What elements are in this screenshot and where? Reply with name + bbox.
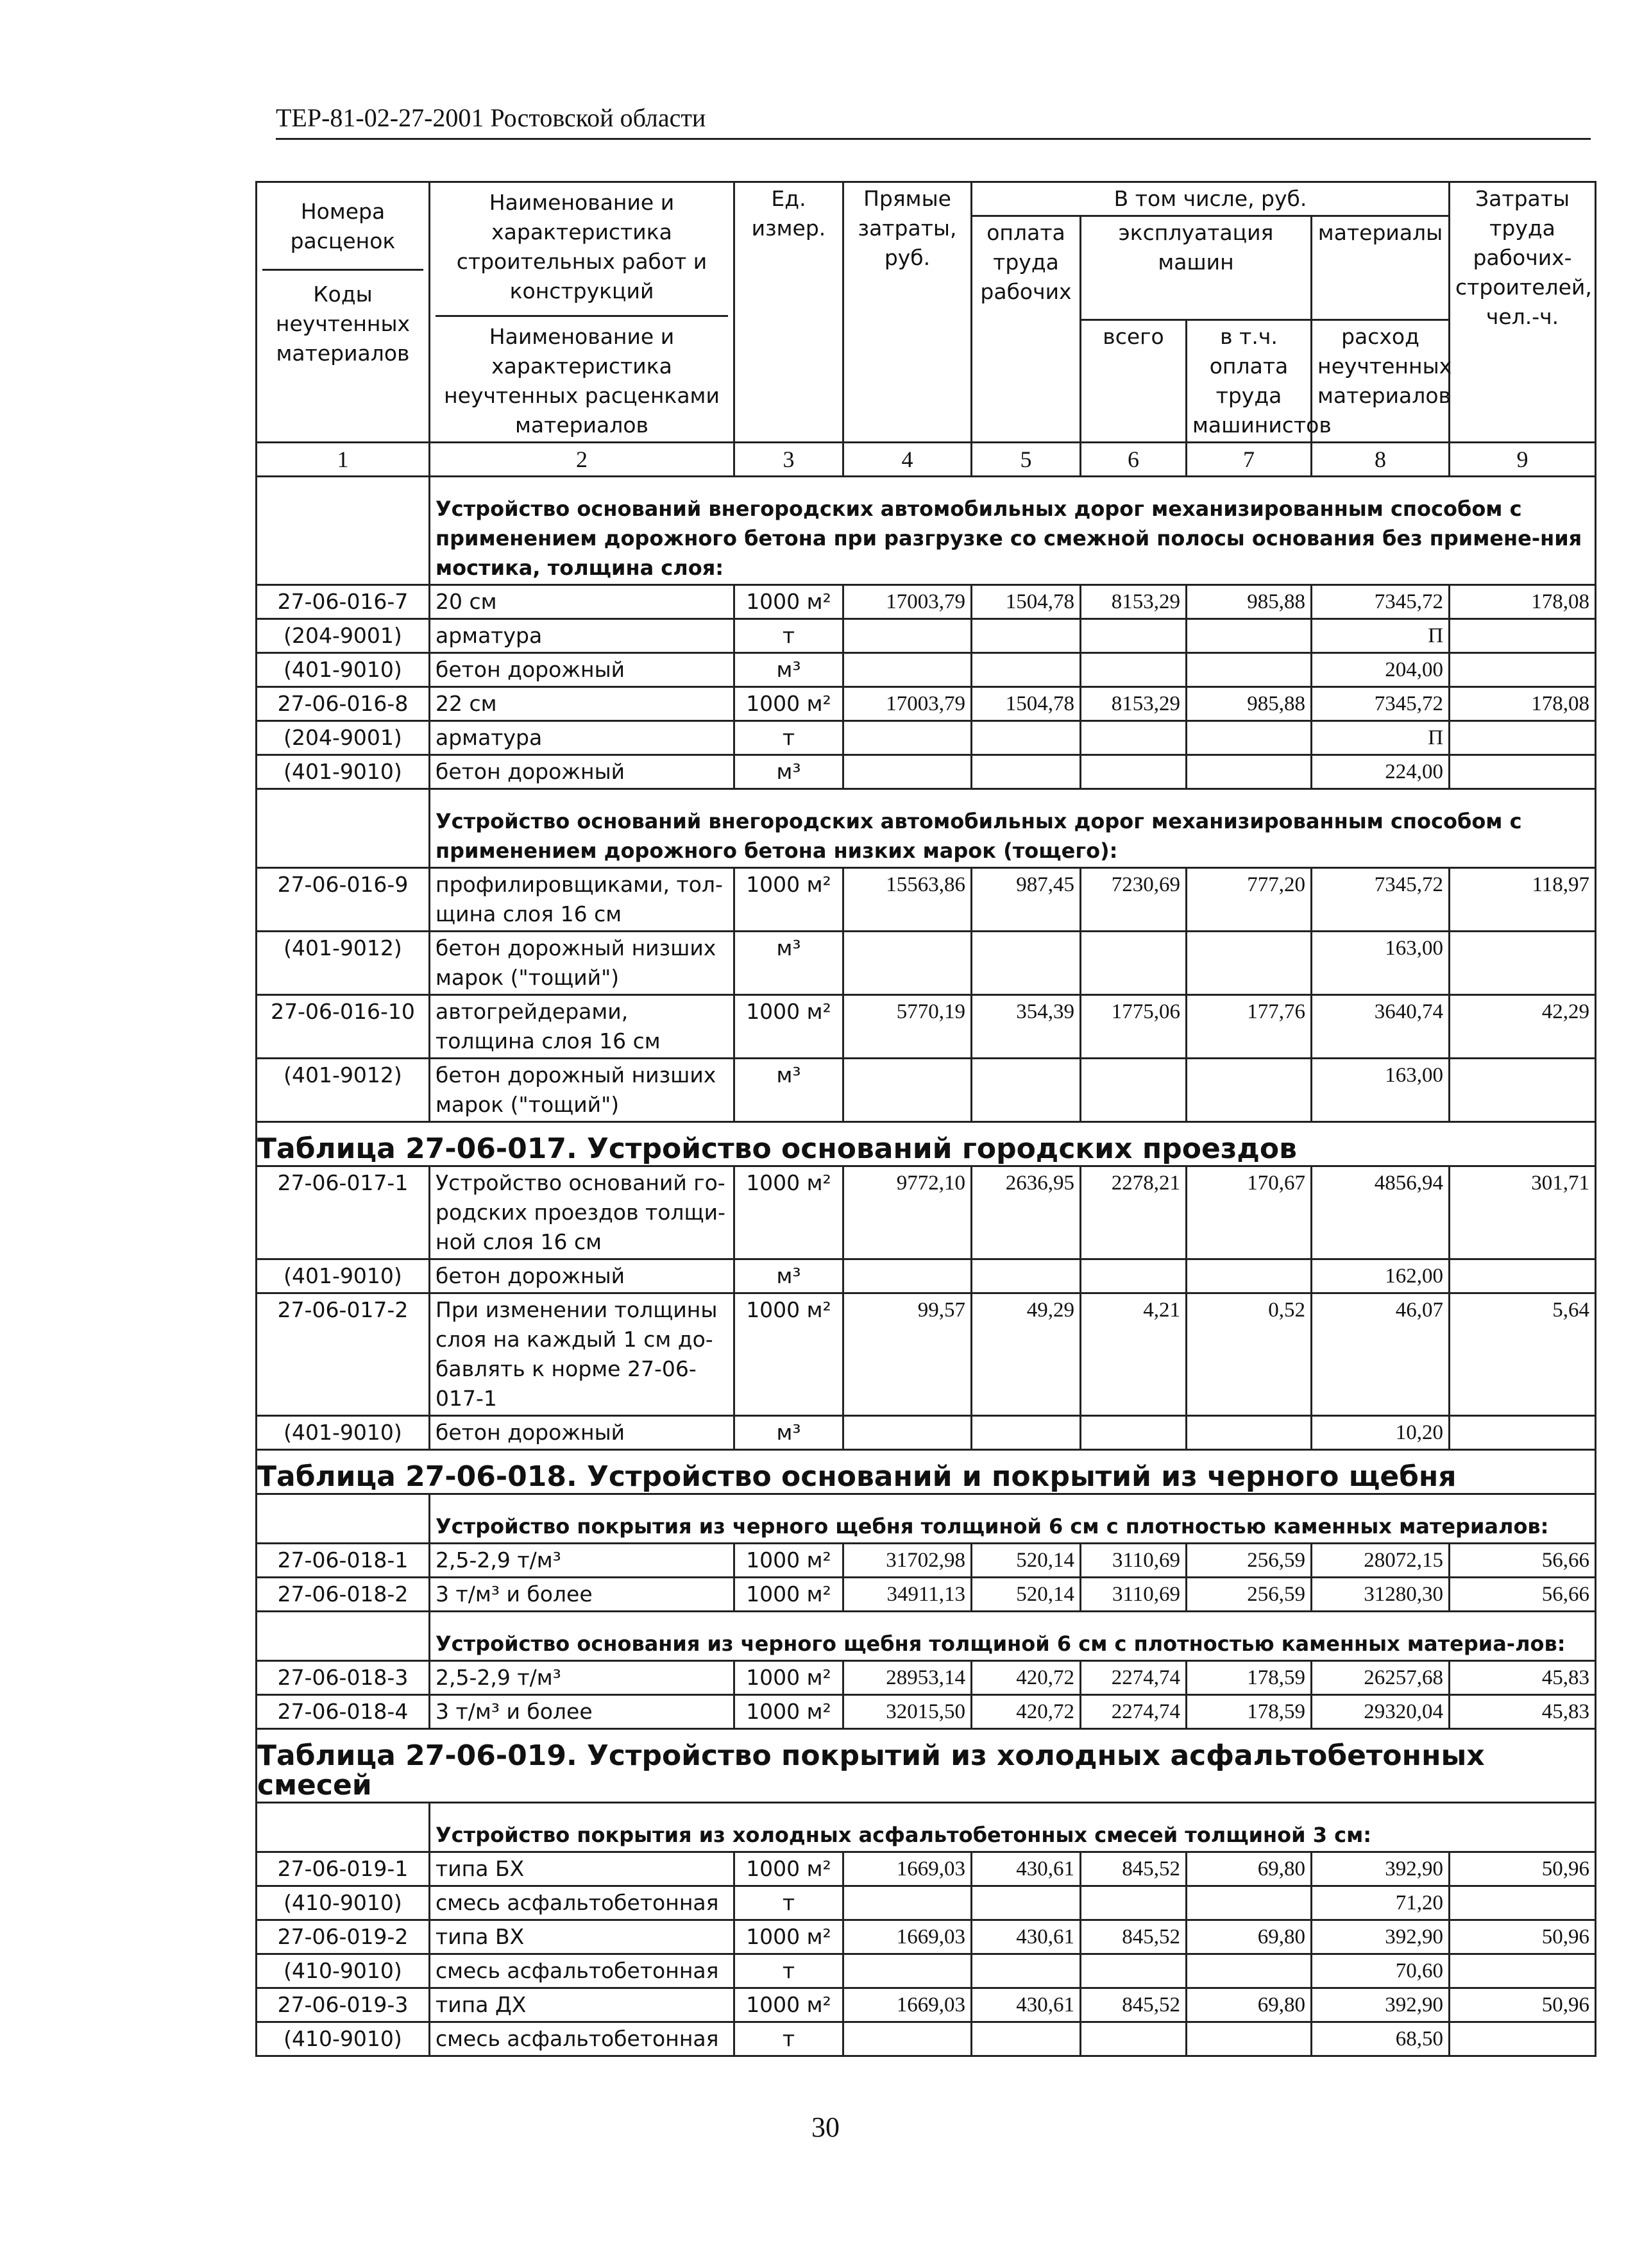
machines-cost: 2278,21: [1081, 1166, 1187, 1259]
group-gap-cell: [257, 477, 430, 585]
labor-hours: [1450, 1416, 1596, 1450]
direct-cost: 1669,03: [843, 1920, 972, 1954]
col-header-codes: [257, 182, 430, 443]
table-title: Таблица 27-06-019. Устройство покрытий из холодных асфальтобетонных смесей: [257, 1729, 1596, 1803]
labor-hours: 45,83: [1450, 1661, 1596, 1695]
rate-name: типа ДХ: [430, 1988, 734, 2022]
direct-cost: 34911,13: [843, 1578, 972, 1612]
direct-cost: [843, 932, 972, 995]
wages-cost: [972, 1416, 1081, 1450]
column-number: 2: [430, 443, 734, 477]
direct-cost: [843, 2022, 972, 2056]
rate-name: смесь асфальтобетонная: [430, 1954, 734, 1988]
machines-cost: [1081, 721, 1187, 755]
materials-cost: 392,90: [1312, 1988, 1450, 2022]
materials-cost: 7345,72: [1312, 868, 1450, 932]
machine-wages-cost: 777,20: [1187, 868, 1312, 932]
machine-wages-cost: 256,59: [1187, 1578, 1312, 1612]
document-title: ТЕР-81-02-27-2001 Ростовской области: [276, 103, 706, 132]
wages-cost: 430,61: [972, 1920, 1081, 1954]
rate-unit: м³: [734, 1416, 843, 1450]
machine-wages-cost: 69,80: [1187, 1988, 1312, 2022]
machines-cost: 845,52: [1081, 1988, 1187, 2022]
rate-unit: 1000 м²: [734, 1695, 843, 1729]
direct-cost: 99,57: [843, 1293, 972, 1416]
material-row: [257, 1059, 1596, 1122]
rate-unit: 1000 м²: [734, 995, 843, 1059]
direct-cost: 28953,14: [843, 1661, 972, 1695]
rate-row: [257, 1578, 1596, 1612]
direct-cost: 15563,86: [843, 868, 972, 932]
rate-name: 2,5-2,9 т/м³: [430, 1661, 734, 1695]
materials-cost: 4856,94: [1312, 1166, 1450, 1259]
wages-cost: 1504,78: [972, 687, 1081, 721]
labor-hours: 50,96: [1450, 1920, 1596, 1954]
direct-cost: [843, 1954, 972, 1988]
group-gap-cell: [257, 1803, 430, 1852]
column-numbers-row: [257, 443, 1596, 477]
machine-wages-cost: [1187, 932, 1312, 995]
wages-cost: 354,39: [972, 995, 1081, 1059]
wages-cost: [972, 721, 1081, 755]
rate-name: 2,5-2,9 т/м³: [430, 1544, 734, 1578]
rate-code: 27-06-017-2: [257, 1293, 430, 1416]
rate-row: [257, 585, 1596, 619]
group-title: Устройство покрытия из черного щебня толщиной 6 см с плотностью каменных материалов:: [430, 1494, 1596, 1544]
rate-name: 20 см: [430, 585, 734, 619]
labor-hours: 5,64: [1450, 1293, 1596, 1416]
rate-name: автогрейдерами, толщина слоя 16 см: [430, 995, 734, 1059]
rate-code: 27-06-016-9: [257, 868, 430, 932]
col-header-mach-wages: в т.ч. оплата труда машинистов: [1187, 320, 1312, 443]
wages-cost: 520,14: [972, 1544, 1081, 1578]
labor-hours: [1450, 932, 1596, 995]
rate-code: 27-06-019-3: [257, 1988, 430, 2022]
col-header-codes-text: Номера расценок: [290, 199, 396, 253]
materials-cost: 162,00: [1312, 1259, 1450, 1293]
page-number: 30: [811, 2111, 840, 2143]
wages-cost: 420,72: [972, 1695, 1081, 1729]
rate-code: (401-9010): [257, 1259, 430, 1293]
labor-hours: 118,97: [1450, 868, 1596, 932]
machine-wages-cost: 985,88: [1187, 687, 1312, 721]
material-row: [257, 2022, 1596, 2056]
rate-row: [257, 1293, 1596, 1416]
column-number: 7: [1187, 443, 1312, 477]
wages-cost: 987,45: [972, 868, 1081, 932]
table-body: [257, 182, 1596, 2056]
machines-cost: 3110,69: [1081, 1578, 1187, 1612]
column-number: 8: [1312, 443, 1450, 477]
rate-name: 22 см: [430, 687, 734, 721]
machines-cost: [1081, 1416, 1187, 1450]
rate-unit: т: [734, 2022, 843, 2056]
wages-cost: 430,61: [972, 1988, 1081, 2022]
rate-unit: 1000 м²: [734, 868, 843, 932]
group-gap-cell: [257, 1612, 430, 1661]
machine-wages-cost: [1187, 721, 1312, 755]
labor-hours: 50,96: [1450, 1852, 1596, 1886]
rate-name: арматура: [430, 721, 734, 755]
labor-hours: [1450, 1259, 1596, 1293]
group-title-row: [257, 1612, 1596, 1661]
table-title-row: [257, 1450, 1596, 1494]
direct-cost: 1669,03: [843, 1852, 972, 1886]
direct-cost: 1669,03: [843, 1988, 972, 2022]
rate-code: 27-06-019-2: [257, 1920, 430, 1954]
machines-cost: 8153,29: [1081, 687, 1187, 721]
rate-row: [257, 995, 1596, 1059]
wages-cost: 520,14: [972, 1578, 1081, 1612]
direct-cost: [843, 1059, 972, 1122]
rate-unit: м³: [734, 1059, 843, 1122]
col-header-name: [430, 182, 734, 443]
labor-hours: [1450, 755, 1596, 789]
header-row-1: [257, 182, 1596, 216]
materials-cost: 68,50: [1312, 2022, 1450, 2056]
group-title: Устройство основания из черного щебня толщиной 6 см с плотностью каменных материа-лов:: [430, 1612, 1596, 1661]
machine-wages-cost: 170,67: [1187, 1166, 1312, 1259]
rate-name: бетон дорожный: [430, 653, 734, 687]
header-rule: [276, 138, 1591, 140]
rate-unit: 1000 м²: [734, 1988, 843, 2022]
rate-row: [257, 1920, 1596, 1954]
material-row: [257, 1954, 1596, 1988]
col-header-wages: оплата труда рабочих: [972, 216, 1081, 443]
machines-cost: [1081, 1886, 1187, 1920]
col-header-machines: эксплуатация машин: [1081, 216, 1312, 320]
col-header-labor: Затраты труда рабочих-строителей, чел.-ч.: [1450, 182, 1596, 443]
machines-cost: [1081, 619, 1187, 653]
rates-table: [255, 181, 1596, 2057]
direct-cost: 17003,79: [843, 687, 972, 721]
machines-cost: 2274,74: [1081, 1661, 1187, 1695]
rate-name: смесь асфальтобетонная: [430, 1886, 734, 1920]
machine-wages-cost: [1187, 653, 1312, 687]
materials-cost: 10,20: [1312, 1416, 1450, 1450]
materials-cost: П: [1312, 619, 1450, 653]
rate-unit: м³: [734, 755, 843, 789]
materials-cost: П: [1312, 721, 1450, 755]
col-header-materials: материалы: [1312, 216, 1450, 320]
machine-wages-cost: 0,52: [1187, 1293, 1312, 1416]
machines-cost: 2274,74: [1081, 1695, 1187, 1729]
rate-name: бетон дорожный: [430, 1259, 734, 1293]
rate-unit: 1000 м²: [734, 1166, 843, 1259]
machine-wages-cost: 177,76: [1187, 995, 1312, 1059]
machines-cost: 3110,69: [1081, 1544, 1187, 1578]
direct-cost: 17003,79: [843, 585, 972, 619]
labor-hours: [1450, 1954, 1596, 1988]
material-row: [257, 1416, 1596, 1450]
group-title: Устройство покрытия из холодных асфальтобетонных смесей толщиной 3 см:: [430, 1803, 1596, 1852]
rate-unit: т: [734, 619, 843, 653]
wages-cost: 2636,95: [972, 1166, 1081, 1259]
rate-unit: 1000 м²: [734, 1293, 843, 1416]
machines-cost: [1081, 1259, 1187, 1293]
wages-cost: 49,29: [972, 1293, 1081, 1416]
document-header: [276, 103, 1591, 133]
rate-code: 27-06-016-7: [257, 585, 430, 619]
rate-unit: 1000 м²: [734, 585, 843, 619]
wages-cost: [972, 1059, 1081, 1122]
rate-name: арматура: [430, 619, 734, 653]
materials-cost: 3640,74: [1312, 995, 1450, 1059]
machines-cost: 4,21: [1081, 1293, 1187, 1416]
material-row: [257, 1886, 1596, 1920]
rate-code: 27-06-016-8: [257, 687, 430, 721]
rate-code: 27-06-018-3: [257, 1661, 430, 1695]
rate-code: (204-9001): [257, 721, 430, 755]
rate-row: [257, 1695, 1596, 1729]
rate-name: При изменении толщины слоя на каждый 1 см до-бавлять к норме 27-06-017-1: [430, 1293, 734, 1416]
machine-wages-cost: [1187, 755, 1312, 789]
machine-wages-cost: [1187, 1059, 1312, 1122]
materials-cost: 392,90: [1312, 1920, 1450, 1954]
materials-cost: 7345,72: [1312, 687, 1450, 721]
column-number: 4: [843, 443, 972, 477]
rate-name: бетон дорожный: [430, 755, 734, 789]
rate-unit: 1000 м²: [734, 1578, 843, 1612]
rate-unit: м³: [734, 1259, 843, 1293]
direct-cost: [843, 619, 972, 653]
rate-unit: т: [734, 1954, 843, 1988]
column-number: 5: [972, 443, 1081, 477]
labor-hours: 45,83: [1450, 1695, 1596, 1729]
labor-hours: 178,08: [1450, 687, 1596, 721]
labor-hours: 178,08: [1450, 585, 1596, 619]
machine-wages-cost: [1187, 2022, 1312, 2056]
machine-wages-cost: 178,59: [1187, 1661, 1312, 1695]
materials-cost: 26257,68: [1312, 1661, 1450, 1695]
direct-cost: [843, 1259, 972, 1293]
direct-cost: [843, 653, 972, 687]
group-title-row: [257, 1803, 1596, 1852]
labor-hours: 301,71: [1450, 1166, 1596, 1259]
rate-row: [257, 1988, 1596, 2022]
machine-wages-cost: 69,80: [1187, 1920, 1312, 1954]
rate-unit: м³: [734, 653, 843, 687]
column-number: 1: [257, 443, 430, 477]
machine-wages-cost: [1187, 619, 1312, 653]
materials-cost: 7345,72: [1312, 585, 1450, 619]
rate-code: (410-9010): [257, 2022, 430, 2056]
labor-hours: [1450, 1059, 1596, 1122]
wages-cost: [972, 1886, 1081, 1920]
machine-wages-cost: [1187, 1954, 1312, 1988]
wages-cost: [972, 653, 1081, 687]
rate-row: [257, 1852, 1596, 1886]
materials-cost: 71,20: [1312, 1886, 1450, 1920]
machines-cost: [1081, 932, 1187, 995]
rate-name: Устройство оснований го-родских проездов толщи-ной слоя 16 см: [430, 1166, 734, 1259]
rate-code: (401-9012): [257, 1059, 430, 1122]
wages-cost: 420,72: [972, 1661, 1081, 1695]
machines-cost: [1081, 653, 1187, 687]
rate-code: (401-9010): [257, 653, 430, 687]
machine-wages-cost: 178,59: [1187, 1695, 1312, 1729]
rate-code: 27-06-018-2: [257, 1578, 430, 1612]
wages-cost: [972, 1259, 1081, 1293]
rate-unit: 1000 м²: [734, 687, 843, 721]
table-title-row: [257, 1729, 1596, 1803]
materials-cost: 29320,04: [1312, 1695, 1450, 1729]
group-title: Устройство оснований внегородских автомобильных дорог механизированным способом с применением дорожного бетона при разгрузке со смежной полосы основания без примене-ния мостика, толщина слоя:: [430, 477, 1596, 585]
table-title: Таблица 27-06-017. Устройство оснований городских проездов: [257, 1122, 1596, 1166]
direct-cost: [843, 1416, 972, 1450]
rate-name: типа ВХ: [430, 1920, 734, 1954]
table-title: Таблица 27-06-018. Устройство оснований и покрытий из черного щебня: [257, 1450, 1596, 1494]
rate-name: бетон дорожный низших марок ("тощий"): [430, 1059, 734, 1122]
materials-cost: 204,00: [1312, 653, 1450, 687]
col-header-mat-codes-text: Коды неучтенных материалов: [262, 269, 423, 368]
col-header-incl: В том числе, руб.: [972, 182, 1450, 216]
table-title-row: [257, 1122, 1596, 1166]
labor-hours: [1450, 2022, 1596, 2056]
material-row: [257, 932, 1596, 995]
materials-cost: 31280,30: [1312, 1578, 1450, 1612]
machine-wages-cost: 985,88: [1187, 585, 1312, 619]
rate-unit: т: [734, 1886, 843, 1920]
machines-cost: [1081, 1059, 1187, 1122]
group-title-row: [257, 477, 1596, 585]
group-title-row: [257, 789, 1596, 868]
direct-cost: 5770,19: [843, 995, 972, 1059]
column-number: 6: [1081, 443, 1187, 477]
col-header-mat-use: расход неучтенных материалов: [1312, 320, 1450, 443]
rate-code: (401-9010): [257, 1416, 430, 1450]
rate-code: (401-9010): [257, 755, 430, 789]
materials-cost: 46,07: [1312, 1293, 1450, 1416]
rate-row: [257, 1166, 1596, 1259]
direct-cost: 9772,10: [843, 1166, 972, 1259]
machines-cost: 1775,06: [1081, 995, 1187, 1059]
wages-cost: [972, 2022, 1081, 2056]
machines-cost: [1081, 755, 1187, 789]
wages-cost: 1504,78: [972, 585, 1081, 619]
rate-name: бетон дорожный: [430, 1416, 734, 1450]
rate-row: [257, 1544, 1596, 1578]
labor-hours: 42,29: [1450, 995, 1596, 1059]
direct-cost: [843, 755, 972, 789]
rate-code: (204-9001): [257, 619, 430, 653]
group-title: Устройство оснований внегородских автомобильных дорог механизированным способом с применением дорожного бетона низких марок (тощего):: [430, 789, 1596, 868]
wages-cost: [972, 1954, 1081, 1988]
machines-cost: [1081, 2022, 1187, 2056]
direct-cost: [843, 721, 972, 755]
material-row: [257, 653, 1596, 687]
col-header-direct: Прямые затраты, руб.: [843, 182, 972, 443]
machine-wages-cost: [1187, 1259, 1312, 1293]
rate-unit: 1000 м²: [734, 1920, 843, 1954]
rate-unit: 1000 м²: [734, 1852, 843, 1886]
direct-cost: 32015,50: [843, 1695, 972, 1729]
rate-name: 3 т/м³ и более: [430, 1695, 734, 1729]
labor-hours: 56,66: [1450, 1544, 1596, 1578]
materials-cost: 392,90: [1312, 1852, 1450, 1886]
direct-cost: [843, 1886, 972, 1920]
labor-hours: [1450, 653, 1596, 687]
group-gap-cell: [257, 789, 430, 868]
materials-cost: 224,00: [1312, 755, 1450, 789]
machine-wages-cost: [1187, 1416, 1312, 1450]
materials-cost: 70,60: [1312, 1954, 1450, 1988]
col-header-mat-name-text: Наименование и характеристика неучтенных расценками материалов: [436, 315, 728, 440]
labor-hours: [1450, 619, 1596, 653]
rate-name: профилировщиками, тол-щина слоя 16 см: [430, 868, 734, 932]
rate-name: бетон дорожный низших марок ("тощий"): [430, 932, 734, 995]
direct-cost: 31702,98: [843, 1544, 972, 1578]
rate-row: [257, 1661, 1596, 1695]
rate-code: (401-9012): [257, 932, 430, 995]
labor-hours: 56,66: [1450, 1578, 1596, 1612]
col-header-name-text: Наименование и характеристика строительных работ и конструкций: [456, 190, 707, 303]
group-title-row: [257, 1494, 1596, 1544]
materials-cost: 28072,15: [1312, 1544, 1450, 1578]
rate-code: (410-9010): [257, 1954, 430, 1988]
rate-unit: 1000 м²: [734, 1544, 843, 1578]
material-row: [257, 755, 1596, 789]
rate-code: 27-06-018-1: [257, 1544, 430, 1578]
rate-row: [257, 687, 1596, 721]
labor-hours: [1450, 1886, 1596, 1920]
col-header-mach-total: всего: [1081, 320, 1187, 443]
machine-wages-cost: [1187, 1886, 1312, 1920]
rate-code: (410-9010): [257, 1886, 430, 1920]
rate-unit: т: [734, 721, 843, 755]
column-number: 3: [734, 443, 843, 477]
rate-code: 27-06-017-1: [257, 1166, 430, 1259]
rate-row: [257, 868, 1596, 932]
machines-cost: 8153,29: [1081, 585, 1187, 619]
material-row: [257, 721, 1596, 755]
rate-unit: 1000 м²: [734, 1661, 843, 1695]
machines-cost: 845,52: [1081, 1920, 1187, 1954]
machines-cost: 7230,69: [1081, 868, 1187, 932]
rate-name: смесь асфальтобетонная: [430, 2022, 734, 2056]
labor-hours: 50,96: [1450, 1988, 1596, 2022]
group-gap-cell: [257, 1494, 430, 1544]
materials-cost: 163,00: [1312, 932, 1450, 995]
rate-code: 27-06-019-1: [257, 1852, 430, 1886]
rate-unit: м³: [734, 932, 843, 995]
machines-cost: [1081, 1954, 1187, 1988]
machines-cost: 845,52: [1081, 1852, 1187, 1886]
rate-code: 27-06-016-10: [257, 995, 430, 1059]
column-number: 9: [1450, 443, 1596, 477]
rate-name: типа БХ: [430, 1852, 734, 1886]
rate-code: 27-06-018-4: [257, 1695, 430, 1729]
wages-cost: [972, 619, 1081, 653]
materials-cost: 163,00: [1312, 1059, 1450, 1122]
rate-name: 3 т/м³ и более: [430, 1578, 734, 1612]
wages-cost: [972, 755, 1081, 789]
machine-wages-cost: 256,59: [1187, 1544, 1312, 1578]
wages-cost: 430,61: [972, 1852, 1081, 1886]
labor-hours: [1450, 721, 1596, 755]
wages-cost: [972, 932, 1081, 995]
material-row: [257, 1259, 1596, 1293]
material-row: [257, 619, 1596, 653]
col-header-unit: Ед. измер.: [734, 182, 843, 443]
machine-wages-cost: 69,80: [1187, 1852, 1312, 1886]
